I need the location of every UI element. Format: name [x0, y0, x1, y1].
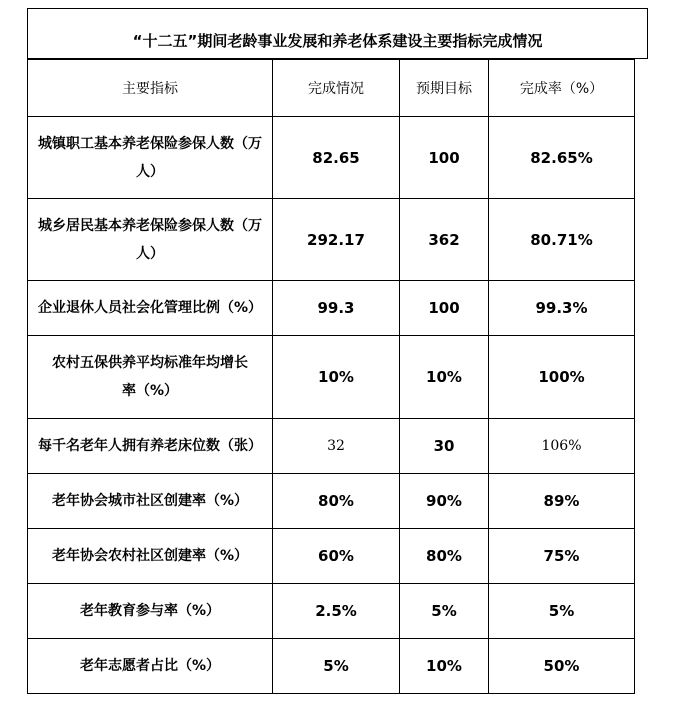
- target-cell: 362: [400, 199, 489, 281]
- table-row: [28, 474, 635, 529]
- actual-cell: 2.5%: [273, 584, 400, 639]
- target-cell: 30: [400, 419, 489, 474]
- actual-cell: 32: [273, 419, 400, 474]
- indicators-table: [27, 59, 635, 694]
- indicator-cell: 老年志愿者占比（%）: [28, 639, 273, 694]
- actual-cell: 99.3: [273, 281, 400, 336]
- header-target: 预期目标: [400, 60, 489, 117]
- table-row: [28, 584, 635, 639]
- actual-cell: 10%: [273, 336, 400, 419]
- target-cell: 100: [400, 117, 489, 199]
- target-cell: 90%: [400, 474, 489, 529]
- indicator-cell: 农村五保供养平均标准年均增长率（%）: [28, 336, 273, 419]
- rate-cell: 82.65%: [489, 117, 635, 199]
- indicator-cell: 老年教育参与率（%）: [28, 584, 273, 639]
- table-row: [28, 281, 635, 336]
- rate-cell: 75%: [489, 529, 635, 584]
- target-cell: 5%: [400, 584, 489, 639]
- target-cell: 100: [400, 281, 489, 336]
- rate-cell: 5%: [489, 584, 635, 639]
- actual-cell: 60%: [273, 529, 400, 584]
- table-row: [28, 529, 635, 584]
- actual-cell: 292.17: [273, 199, 400, 281]
- header-rate: 完成率（%）: [489, 60, 635, 117]
- actual-cell: 82.65: [273, 117, 400, 199]
- indicator-cell: 老年协会农村社区创建率（%）: [28, 529, 273, 584]
- header-indicator: 主要指标: [28, 60, 273, 117]
- target-cell: 10%: [400, 336, 489, 419]
- table-row: [28, 199, 635, 281]
- target-cell: 80%: [400, 529, 489, 584]
- header-actual: 完成情况: [273, 60, 400, 117]
- indicator-cell: 企业退休人员社会化管理比例（%）: [28, 281, 273, 336]
- rate-cell: 89%: [489, 474, 635, 529]
- table-row: [28, 336, 635, 419]
- rate-cell: 80.71%: [489, 199, 635, 281]
- header-row: [28, 60, 635, 117]
- indicator-cell: 城镇职工基本养老保险参保人数（万人）: [28, 117, 273, 199]
- actual-cell: 80%: [273, 474, 400, 529]
- indicator-cell: 城乡居民基本养老保险参保人数（万人）: [28, 199, 273, 281]
- table-row: [28, 639, 635, 694]
- table-row: [28, 419, 635, 474]
- indicator-cell: 每千名老年人拥有养老床位数（张）: [28, 419, 273, 474]
- actual-cell: 5%: [273, 639, 400, 694]
- table-title: “十二五”期间老龄事业发展和养老体系建设主要指标完成情况: [27, 8, 648, 59]
- rate-cell: 50%: [489, 639, 635, 694]
- rate-cell: 100%: [489, 336, 635, 419]
- table-row: [28, 117, 635, 199]
- target-cell: 10%: [400, 639, 489, 694]
- rate-cell: 99.3%: [489, 281, 635, 336]
- rate-cell: 106%: [489, 419, 635, 474]
- indicator-cell: 老年协会城市社区创建率（%）: [28, 474, 273, 529]
